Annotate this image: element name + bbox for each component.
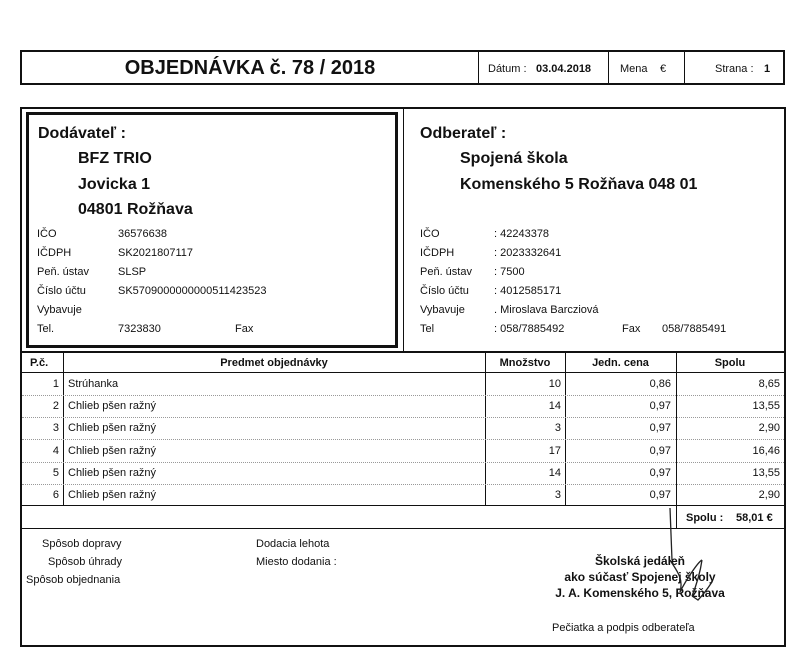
customer-name: Spojená škola [460, 150, 568, 167]
supplier-fax-label: Fax [235, 323, 254, 335]
row-price: 0,97 [649, 445, 671, 457]
row-total: 2,90 [758, 489, 780, 501]
page-label: Strana : [715, 63, 754, 75]
row-total: 8,65 [758, 378, 780, 390]
payment-label: Spôsob úhrady [48, 556, 122, 568]
date-label: Dátum : [488, 63, 527, 75]
customer-address: Komenského 5 Rožňava 048 01 [460, 176, 698, 193]
supplier-street: Jovicka 1 [78, 176, 151, 193]
sum-label: Spolu : [686, 512, 724, 524]
supplier-icdph-label: IČDPH [37, 247, 72, 259]
customer-ico-label: IČO [420, 228, 440, 240]
row-qty: 3 [554, 489, 561, 501]
table-top-rule [21, 351, 785, 353]
customer-ico: : 42243378 [494, 228, 550, 240]
row-price: 0,97 [649, 422, 671, 434]
row-qty: 17 [548, 445, 561, 457]
row-separator [22, 439, 784, 440]
header-divider [478, 51, 479, 84]
row-qty: 10 [548, 378, 561, 390]
row-total: 2,90 [758, 422, 780, 434]
column-divider [63, 353, 64, 505]
supplier-tel-label: Tel. [37, 323, 55, 335]
row-item: Chlieb pšen ražný [68, 467, 157, 479]
row-separator [22, 484, 784, 485]
row-price: 0,86 [649, 378, 671, 390]
customer-icdph: : 2023332641 [494, 247, 562, 259]
customer-account-label: Číslo účtu [420, 285, 469, 297]
col-header-total: Spolu [714, 357, 746, 369]
header-divider [608, 51, 609, 84]
sum-value: 58,01 € [736, 512, 773, 524]
customer-bank: : 7500 [494, 266, 525, 278]
supplier-tel: 7323830 [118, 323, 161, 335]
row-separator [22, 462, 784, 463]
row-qty: 14 [548, 467, 561, 479]
supplier-heading: Dodávateľ : [38, 125, 126, 142]
supplier-bank: SLSP [118, 266, 147, 278]
col-header-qty: Množstvo [499, 357, 551, 369]
col-header-item: Predmet objednávky [220, 357, 328, 369]
row-no: 2 [52, 400, 59, 412]
customer-tel-label: Tel [420, 323, 435, 335]
delivery-place-label: Miesto dodania : [256, 556, 337, 568]
row-price: 0,97 [649, 489, 671, 501]
stamp-line-3: J. A. Komenského 5, Rožňava [555, 586, 725, 600]
signature-label: Pečiatka a podpis odberateľa [552, 622, 695, 634]
customer-fax: 058/7885491 [662, 323, 727, 335]
supplier-ico-label: IČO [37, 228, 57, 240]
supplier-bank-label: Peň. ústav [37, 266, 89, 278]
page-value: 1 [764, 63, 771, 75]
header-divider [684, 51, 685, 84]
customer-tel: : 058/7885492 [494, 323, 565, 335]
stamp-line-1: Školská jedáleň [594, 554, 686, 568]
signature-scribble [640, 500, 730, 610]
stamp-line-2: ako súčasť Spojenej školy [564, 570, 716, 584]
document-title: OBJEDNÁVKA č. 78 / 2018 [124, 57, 376, 79]
row-qty: 3 [554, 422, 561, 434]
row-price: 0,97 [649, 467, 671, 479]
row-no: 5 [52, 467, 59, 479]
row-item: Chlieb pšen ražný [68, 422, 157, 434]
row-no: 6 [52, 489, 59, 501]
table-header-rule [21, 372, 785, 373]
party-divider [403, 109, 404, 351]
customer-handler-label: Vybavuje [420, 304, 465, 316]
row-item: Chlieb pšen ražný [68, 489, 157, 501]
customer-fax-label: Fax [622, 323, 641, 335]
row-item: Chlieb pšen ražný [68, 445, 157, 457]
row-total: 13,55 [752, 400, 780, 412]
row-separator [22, 395, 784, 396]
date-value: 03.04.2018 [536, 63, 592, 75]
row-item: Strúhanka [68, 378, 119, 390]
row-total: 16,46 [752, 445, 780, 457]
supplier-icdph: SK2021807117 [118, 247, 194, 259]
supplier-ico: 36576638 [118, 228, 167, 240]
row-no: 4 [52, 445, 59, 457]
row-total: 13,55 [752, 467, 780, 479]
customer-heading: Odberateľ : [420, 125, 507, 142]
customer-handler: . Miroslava Barcziová [494, 304, 599, 316]
currency-label: Mena [620, 63, 648, 75]
supplier-account-label: Číslo účtu [37, 285, 86, 297]
order-method-label: Spôsob objednania [26, 574, 121, 586]
transport-label: Spôsob dopravy [42, 538, 122, 550]
currency-value: € [660, 63, 667, 75]
delivery-term-label: Dodacia lehota [256, 538, 330, 550]
row-no: 3 [52, 422, 59, 434]
customer-bank-label: Peň. ústav [420, 266, 472, 278]
supplier-account: SK5709000000000511423523 [118, 285, 267, 297]
customer-account: : 4012585171 [494, 285, 562, 297]
supplier-name: BFZ TRIO [78, 150, 152, 167]
row-qty: 14 [548, 400, 561, 412]
row-separator [22, 417, 784, 418]
supplier-handler-label: Vybavuje [37, 304, 82, 316]
supplier-city: 04801 Rožňava [78, 201, 193, 218]
col-header-no: P.č. [30, 357, 49, 369]
customer-icdph-label: IČDPH [420, 247, 455, 259]
row-no: 1 [52, 378, 59, 390]
row-item: Chlieb pšen ražný [68, 400, 157, 412]
row-price: 0,97 [649, 400, 671, 412]
col-header-price: Jedn. cena [592, 357, 649, 369]
